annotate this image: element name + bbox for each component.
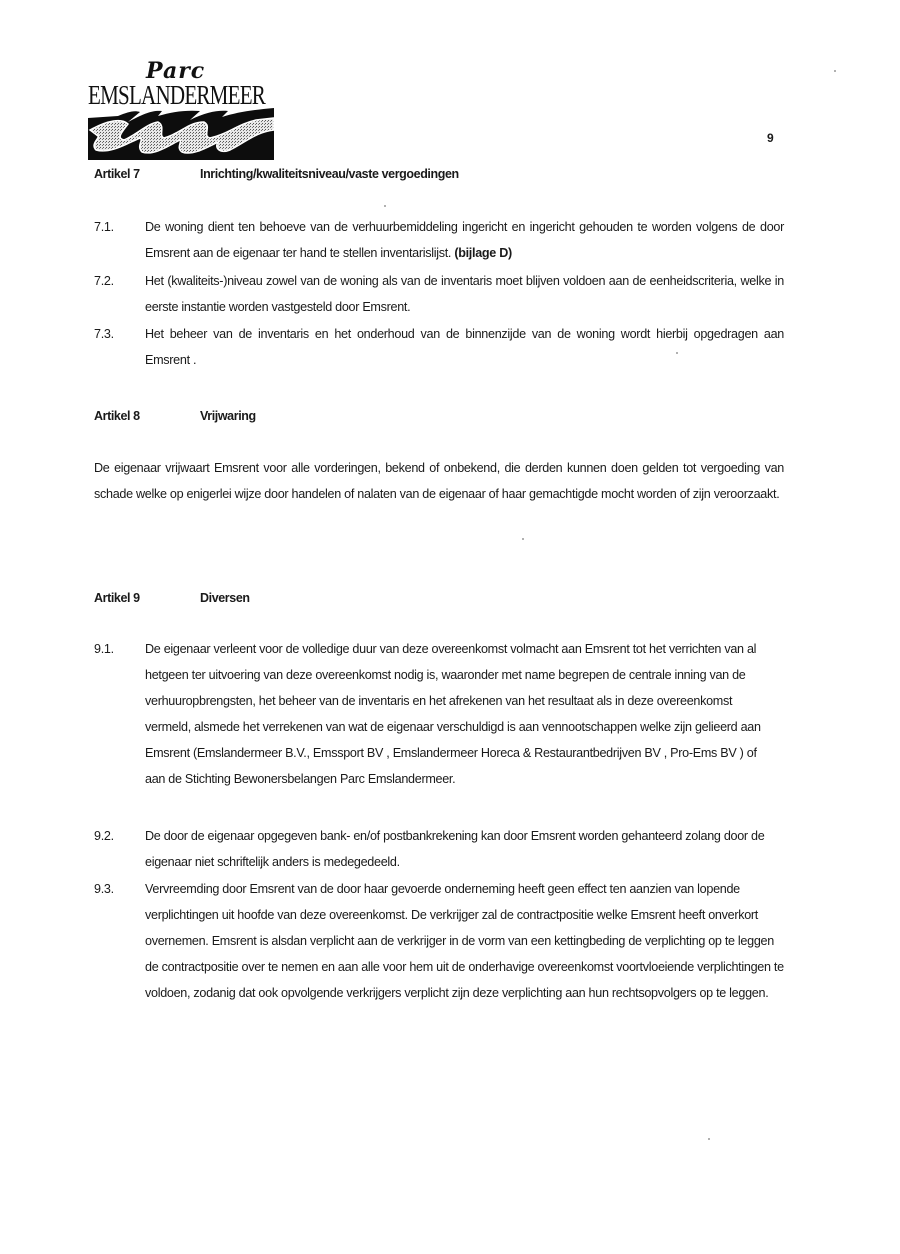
article-number: Artikel 9 bbox=[94, 591, 140, 605]
clause-number: 7.3. bbox=[94, 327, 114, 341]
article-number: Artikel 8 bbox=[94, 409, 140, 423]
clause-number: 9.1. bbox=[94, 642, 114, 656]
scan-speck bbox=[522, 538, 524, 540]
wave-logo-icon bbox=[88, 108, 276, 160]
clause-text: Het beheer van de inventaris en het onderhoud van de binnenzijde van de woning wordt hierbij opgedragen aan Emsrent . bbox=[145, 327, 784, 367]
article-title: Vrijwaring bbox=[200, 409, 256, 423]
article-8-heading bbox=[94, 409, 256, 423]
logo-wordmark: EMSLANDERMEER bbox=[88, 80, 266, 110]
article-title: Inrichting/kwaliteitsniveau/vaste vergoedingen bbox=[200, 167, 459, 181]
clause-9-3 bbox=[94, 876, 784, 1006]
scan-speck bbox=[676, 352, 678, 354]
clause-number: 7.2. bbox=[94, 274, 114, 288]
clause-text: De woning dient ten behoeve van de verhuurbemiddeling ingericht en ingericht gehouden te worden volgens de door Emsrent aan de eigenaar ter hand te stellen inventarislijst. (bijlage D) bbox=[145, 220, 784, 260]
clause-text: De eigenaar verleent voor de volledige duur van deze overeenkomst volmacht aan Emsrent tot het verrichten van al hetgeen ter uitvoering van deze overeenkomst nodig is, waaronder met name begrepen de centrale inning van de verhuuropbrengsten, het beheer van de inventaris en het afrekenen van het resultaat als in deze overeenkomst vermeld, alsmede het verrekenen van wat de eigenaar verschuldigd is aan vennootschappen welke zijn gelieerd aan Emsrent (Emslandermeer B.V., Emssport BV , Emslandermeer Horeca & Restaurantbedrijven BV , Pro-Ems BV ) of aan de Stichting Bewonersbelangen Parc Emslandermeer. bbox=[145, 642, 761, 786]
clause-text: Vervreemding door Emsrent van de door haar gevoerde onderneming heeft geen effect ten aanzien van lopende verplichtingen uit hoofde van deze overeenkomst. De verkrijger zal de contractpositie welke Emsrent heeft onverkort overnemen. Emsrent is alsdan verplicht aan de verkrijger in de vorm van een kettingbeding de verplichting op te leggen de contractpositie over te nemen en aan alle voor hem uit de onderhavige overeenkomst voortvloeiende verplichtingen te voldoen, zodanig dat ook opvolgende verkrijgers verplicht zijn deze verplichting aan hun rechtsopvolgers op te leggen. bbox=[145, 882, 784, 1000]
scan-speck bbox=[834, 70, 836, 72]
clause-7-2 bbox=[94, 268, 784, 320]
clause-7-1 bbox=[94, 214, 784, 266]
page-number: 9 bbox=[767, 131, 774, 145]
clause-number: 7.1. bbox=[94, 220, 114, 234]
scan-speck bbox=[384, 205, 386, 207]
article-number: Artikel 7 bbox=[94, 167, 140, 181]
clause-7-3 bbox=[94, 321, 784, 373]
article-8-paragraph: De eigenaar vrijwaart Emsrent voor alle vorderingen, bekend of onbekend, die derden kunnen doen gelden tot vergoeding van schade welke op enigerlei wijze door handelen of nalaten van de eigenaar of haar gemachtigde mocht worden of zijn veroorzaakt. bbox=[94, 461, 784, 501]
clause-text: De door de eigenaar opgegeven bank- en/of postbankrekening kan door Emsrent worden gehanteerd zolang door de eigenaar niet schriftelijk anders is medegedeeld. bbox=[145, 829, 765, 869]
clause-number: 9.2. bbox=[94, 829, 114, 843]
logo-script-text: Parc bbox=[146, 58, 206, 84]
scan-speck bbox=[708, 1138, 710, 1140]
article-7-heading bbox=[94, 167, 459, 181]
clause-text: Het (kwaliteits-)niveau zowel van de woning als van de inventaris moet blijven voldoen aan de eenheidscriteria, welke in eerste instantie worden vastgesteld door Emsrent. bbox=[145, 274, 784, 314]
article-title: Diversen bbox=[200, 591, 250, 605]
clause-number: 9.3. bbox=[94, 882, 114, 896]
attachment-reference: (bijlage D) bbox=[451, 246, 512, 260]
clause-9-2 bbox=[94, 823, 774, 875]
clause-9-1 bbox=[94, 636, 774, 792]
article-9-heading bbox=[94, 591, 250, 605]
